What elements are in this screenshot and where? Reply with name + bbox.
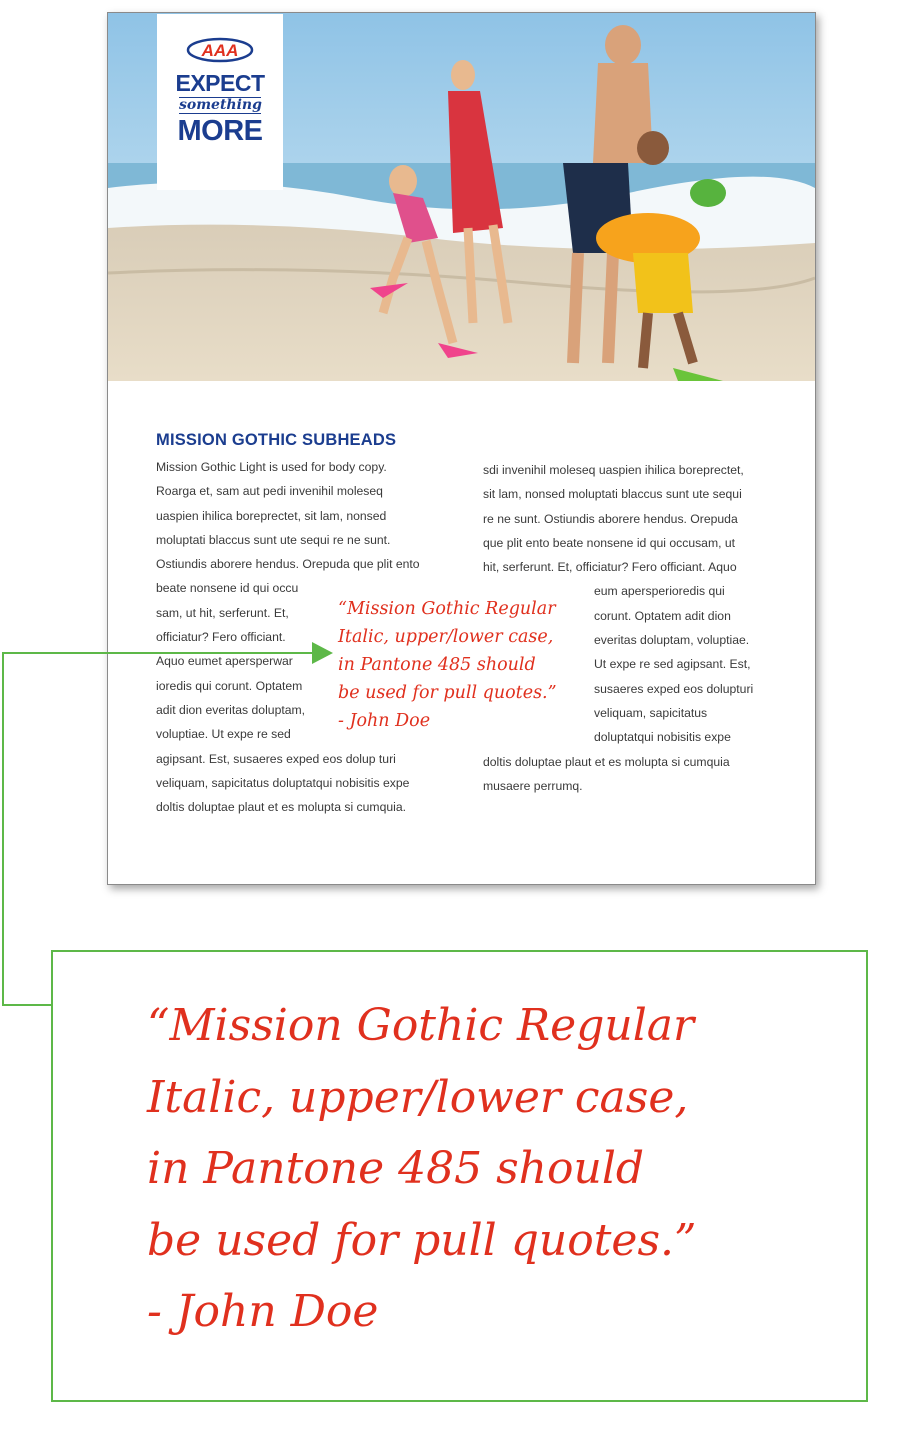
pull-quote-line: Italic, upper/lower case, — [147, 1071, 689, 1123]
body-line: ioredis qui corunt. Optatem — [156, 678, 303, 693]
subhead: MISSION GOTHIC SUBHEADS — [156, 431, 397, 449]
body-line: musaere perrumq. — [483, 778, 583, 793]
logo-line-something: something — [179, 97, 262, 113]
body-line: Ostiundis aborere hendus. Orepuda que plit ento — [156, 557, 420, 572]
pull-quote-callout-box — [51, 950, 868, 1402]
body-line: agipsant. Est, susaeres exped eos dolup turi — [156, 751, 396, 766]
logo-line-expect: EXPECT — [175, 70, 265, 96]
body-line: Mission Gothic Light is used for body copy. — [156, 460, 387, 474]
body-line: re ne sunt. Ostiundis aborere hendus. Orepuda — [483, 511, 738, 526]
body-line: eum apersperioredis qui — [594, 584, 725, 599]
body-line: moluptati blaccus sunt ute sequi re ne sunt. — [156, 532, 391, 547]
body-line: voluptiae. Ut expe re sed — [156, 727, 291, 742]
body-line: doltis doluptae plaut et es molupta si cumquia. — [156, 800, 406, 815]
pull-quote-line: be used for pull quotes.” — [147, 1214, 697, 1266]
pull-quote-line: Italic, upper/lower case, — [338, 627, 554, 647]
pull-quote-line: “Mission Gothic Regular — [338, 599, 556, 619]
pull-quote-line: in Pantone 485 should — [147, 1143, 645, 1194]
body-line: beate nonsene id qui occu — [156, 581, 299, 596]
pull-quote-attribution: - John Doe — [338, 711, 431, 731]
body-line: doluptatqui nobisitis expe — [594, 730, 731, 745]
body-line: everitas doluptam, voluptiae. — [594, 633, 750, 648]
body-line: veliquam, sapicitatus doluptatqui nobisitis expe — [156, 775, 410, 790]
body-line: susaeres exped eos dolupturi — [594, 681, 754, 696]
body-line: Ut expe re sed agipsant. Est, — [594, 657, 751, 672]
body-line: adit dion everitas doluptam, — [156, 702, 306, 717]
svg-text:AAA: AAA — [201, 41, 239, 60]
body-line: Aquo eumet apersperwar — [156, 654, 293, 669]
logo-line-more: MORE — [177, 115, 263, 147]
arrow-right-icon — [312, 642, 333, 664]
body-line: sdi invenihil moleseq uaspien ihilica boreprectet, — [483, 463, 744, 477]
body-line: sit lam, nonsed moluptati blaccus sunt ute sequi — [483, 487, 742, 502]
body-line: corunt. Optatem adit dion — [594, 608, 731, 623]
body-line: sam, ut hit, serferunt. Et, — [156, 605, 289, 620]
pull-quote-enlarged — [147, 990, 697, 1348]
body-line: Roarga et, sam aut pedi invenihil moleseq — [156, 484, 383, 499]
body-line: doltis doluptae plaut et es molupta si cumquia — [483, 754, 730, 769]
body-line: veliquam, sapicitatus — [594, 705, 708, 720]
body-line: hit, serferunt. Et, officiatur? Fero officiant. Aquo — [483, 560, 737, 575]
pull-quote-attribution: - John Doe — [147, 1286, 379, 1337]
body-line: que plit ento beate nonsene id qui occusam, ut — [483, 535, 736, 550]
pull-quote-line: be used for pull quotes.” — [338, 683, 557, 703]
body-line: officiatur? Fero officiant. — [156, 630, 286, 645]
body-line: uaspien ihilica boreprectet, sit lam, nonsed — [156, 508, 387, 523]
pull-quote-line: in Pantone 485 should — [338, 655, 536, 675]
pull-quote-line: “Mission Gothic Regular — [147, 1000, 695, 1051]
